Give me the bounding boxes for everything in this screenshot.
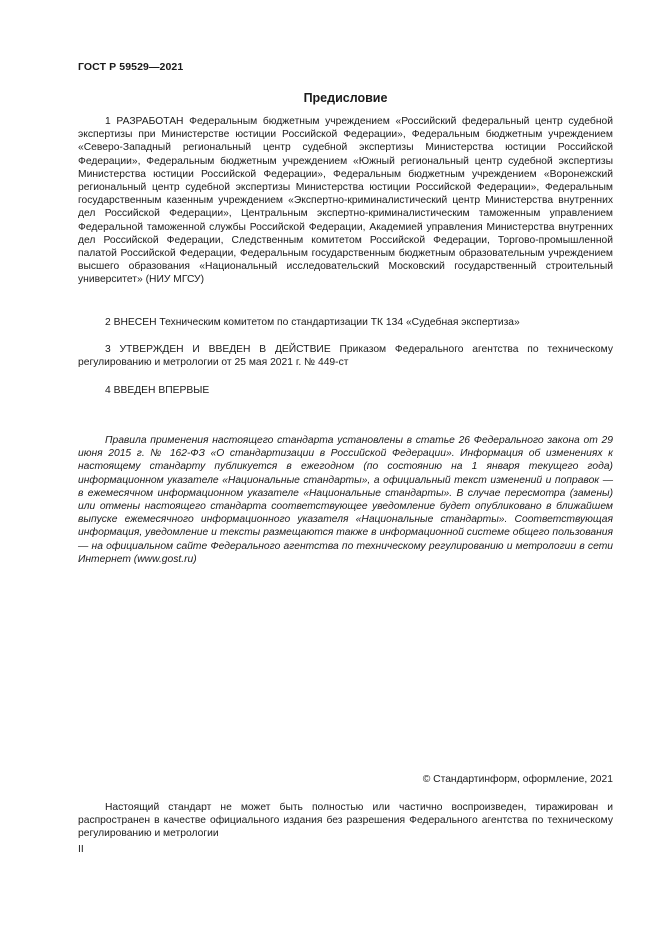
foreword-item-introduced: 2 ВНЕСЕН Техническим комитетом по стандартизации ТК 134 «Судебная экспертиза» xyxy=(105,317,520,328)
foreword-item-approved: 3 УТВЕРЖДЕН И ВВЕДЕН В ДЕЙСТВИЕ Приказом Федерального агентства по техническому регулированию и метрологии от 25 мая 2021 г. № 449-ст xyxy=(78,344,613,369)
standard-code-header: ГОСТ Р 59529—2021 xyxy=(78,61,184,73)
section-title: Предисловие xyxy=(303,91,388,105)
foreword-item-developed: 1 РАЗРАБОТАН Федеральным бюджетным учреждением «Российский федеральный центр судебной экспертизы при Министерстве юстиции Российской Федерации», Федеральным бюджетным учреждением «Северо-Западный региональный центр судебной экспертизы Министерства юстиции Российской Федерации», Федеральным бюджетным учреждением «Южный региональный центр судебной экспертизы Министерства юстиции Российской Федерации», Федеральным бюджетным учреждением «Воронежский региональный центр судебной экспертизы Министерства юстиции Российской Федерации», Федеральным государственным казенным учреждением «Экспертно-криминалистический центр Министерства внутренних дел Российской Федерации», Центральным экспертно-криминалистическим таможенным управлением Федеральной таможенной службы Российской Федерации, Академией управления Министерства внутренних дел Российской Федерации, Следственным комитетом Российской Федерации, Торгово-промышленной палатой Российской Федерации, Федеральным государственным бюджетным образовательным учреждением высшего образования «Национальный исследовательский Московский государственный строительный университет» (НИУ МГСУ) xyxy=(78,116,613,286)
reproduction-notice: Настоящий стандарт не может быть полностью или частично воспроизведен, тиражирован и распространен в качестве официального издания без разрешения Федерального агентства по техническому регулированию и метрологии xyxy=(78,802,613,840)
copyright-line: © Стандартинформ, оформление, 2021 xyxy=(422,774,613,785)
page-number: II xyxy=(78,844,84,855)
foreword-item-first-introduced: 4 ВВЕДЕН ВПЕРВЫЕ xyxy=(105,385,210,396)
application-rules-notice: Правила применения настоящего стандарта установлены в статье 26 Федерального закона от 29 июня 2015 г. № 162-ФЗ «О стандартизации в Российской Федерации». Информация об изменениях к настоящему стандарту публикуется в ежегодном (по состоянию на 1 января текущего года) информационном указателе «Национальные стандарты», а официальный текст изменений и поправок — в ежемесячном информационном указателе «Национальные стандарты». В случае пересмотра (замены) или отмены настоящего стандарта соответствующее уведомление будет опубликовано в ближайшем выпуске ежемесячного информационного указателя «Национальные стандарты». Соответствующая информация, уведомление и тексты размещаются также в информационной системе общего пользования — на официальном сайте Федерального агентства по техническому регулированию и метрологии в сети Интернет (www.gost.ru) xyxy=(78,435,613,565)
